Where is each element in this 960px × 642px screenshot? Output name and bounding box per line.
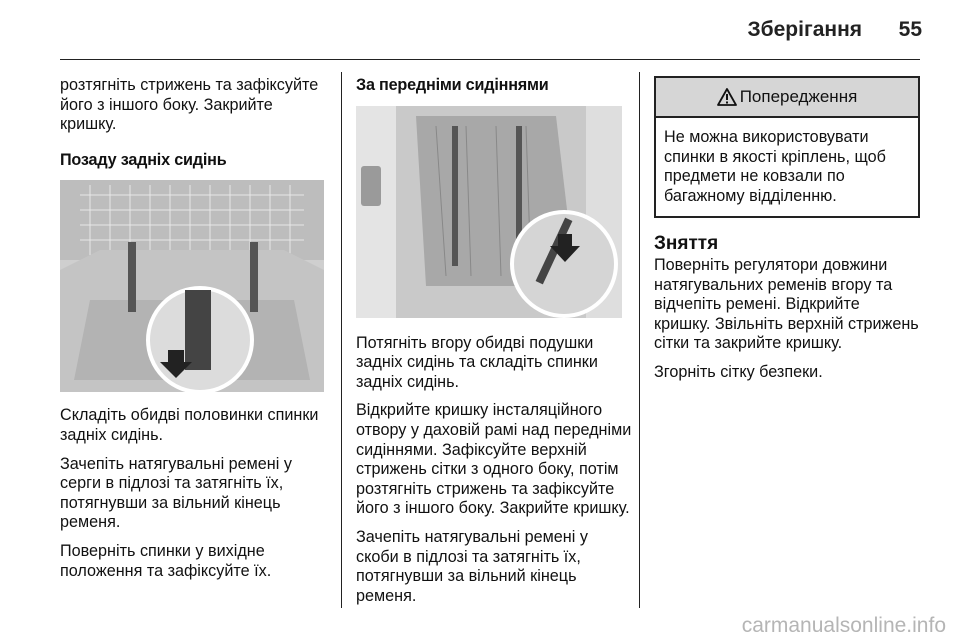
subheading-behind-front-seats: За передніми сидіннями xyxy=(356,76,549,94)
warning-title: Попередження xyxy=(739,87,858,107)
warning-box xyxy=(654,76,920,218)
header-rule xyxy=(60,59,920,60)
subheading-behind-rear-seats: Позаду задніх сидінь xyxy=(60,150,227,169)
paragraph: Поверніть регулятори довжини натягувальних ременів вгору та відчепіть ремені. Відкрийте кришку. Звільніть верхній стрижень сітки та закрийте кришку. xyxy=(654,255,919,353)
warning-text: Не можна використовувати спинки в якості кріплень, щоб предмети не ковзали по багажному відділенню. xyxy=(664,128,886,205)
column-divider-1 xyxy=(341,72,342,608)
section-title: Зберігання xyxy=(747,18,862,41)
page-number: 55 xyxy=(898,18,922,41)
paragraph: Згорніть сітку безпеки. xyxy=(654,362,823,381)
paragraph: Відкрийте кришку інсталяційного отвору у даховій рамі над передніми сидіннями. Зафіксуйте верхній стрижень сітки з одного боку, потім розтягніть стрижень та зафіксуйте його з іншого боку. Закрийте кришку. xyxy=(356,401,632,518)
warning-header xyxy=(656,78,918,118)
heading-removal: Зняття xyxy=(654,233,719,255)
watermark: carmanualsonline.info xyxy=(741,614,946,637)
paragraph: Зачепіть натягувальні ремені у скоби в підлозі та затягніть їх, потягнувши за вільний кінець ременя. xyxy=(356,527,588,605)
paragraph: Зачепіть натягувальні ремені у серги в підлозі та затягніть їх, потягнувши за вільний кінець ременя. xyxy=(60,454,292,532)
column-divider-2 xyxy=(639,72,640,608)
paragraph: Складіть обидві половинки спинки задніх сидінь. xyxy=(60,406,319,444)
rear-seats-straps-illustration xyxy=(60,180,324,392)
column-1 xyxy=(60,76,332,590)
paragraph: розтягніть стрижень та зафіксуйте його з іншого боку. Закрийте кришку. xyxy=(60,76,319,134)
page-header xyxy=(0,0,960,62)
front-seats-straps-illustration xyxy=(356,106,622,318)
warning-icon xyxy=(717,88,737,106)
paragraph: Потягніть вгору обидві подушки задніх сидінь та складіть спинки задніх сидінь. xyxy=(356,333,598,391)
column-2 xyxy=(356,76,632,615)
column-3 xyxy=(654,76,920,392)
paragraph: Поверніть спинки у вихідне положення та зафіксуйте їх. xyxy=(60,541,272,580)
